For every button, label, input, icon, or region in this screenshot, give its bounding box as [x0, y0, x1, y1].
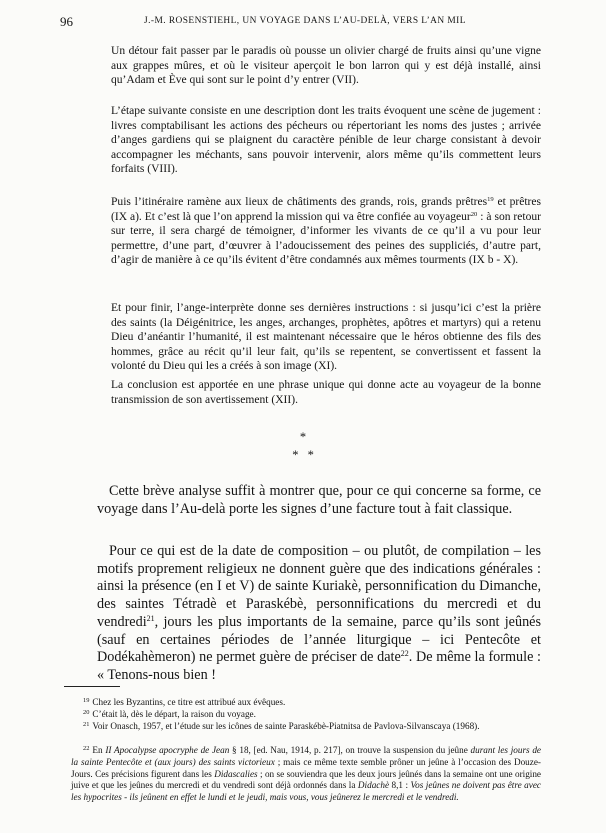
summary-paragraph: [111, 195, 541, 268]
footnote-title: II Apocalypse apocryphe de Jean: [105, 745, 230, 755]
body-text: . De même la formule : « Tenons-nous bien !: [97, 649, 541, 683]
footnote-ref: 21: [146, 613, 155, 623]
footnote-quote: Vos jeûnes ne doivent pas être avec les hypocrites - ils jeûnent en effet le lundi et le jeudi, mais vous, vous jeûnerez le mercredi et le vendredi.: [71, 780, 541, 803]
footnote-ref: 19: [487, 196, 494, 203]
footnote-text: C’était là, dès le départ, la raison du voyage.: [92, 709, 256, 719]
section-separator-top: *: [299, 430, 307, 444]
page-header: [60, 14, 566, 32]
summary-paragraph: La conclusion est apportée en une phrase unique qui donne acte au voyageur de la bonne transmission de son avertissement (XII).: [111, 379, 541, 406]
footnote-ref: 22: [400, 649, 409, 659]
summary-section: [111, 195, 541, 268]
footnote-quote: durant les jours de la sainte Pentecôte et (aux jours) des saints victorieux: [71, 745, 541, 767]
section-separator-bottom: * *: [292, 448, 314, 462]
body-text: Pour ce qui est de la date de composition – ou plutôt, de compilation – les motifs proprement religieux ne donnent guère que des indications générales : ainsi la présence (en I et V) de sainte Kuriakè, personnification du Dimanche, des saintes Tétradè et Paraskébè, personnifications du mercredi et du vendredi: [97, 543, 541, 630]
footnote-number: 21: [83, 721, 90, 728]
footnote-text: ; on se souviendra que les deux jours jeûnés dans la semaine ont une origine juive et que les jeûnes du mercredi et du vendredi sont déjà ordonnés dans la: [71, 768, 542, 791]
body-paragraph: [97, 543, 541, 685]
footnote-title: Didachè: [357, 780, 390, 791]
footnote-number: 19: [83, 697, 90, 704]
footnote-text: ; mais ce même texte semble prôner un jeûne à l’occasion des Douze-Jours. Ces précisions figurent dans les: [71, 756, 541, 779]
running-head: J.-M. ROSENSTIEHL, UN VOYAGE DANS L’AU-DELÀ, VERS L’AN MIL: [144, 16, 466, 26]
footnote-number: 22: [83, 745, 90, 752]
footnote-text: En: [92, 745, 106, 755]
body-text: , jours les plus importants de la semaine, parce qu’ils sont jeûnés (sauf en certaines périodes de l’année liturgique – ici Pentecôte et Dodékahèmeron) ne permet guère de préciser de date: [97, 613, 541, 666]
summary-text: Puis l’itinéraire ramène aux lieux de châtiments des grands, rois, grands prêtres: [111, 196, 488, 208]
footnote-divider: [64, 686, 120, 687]
summary-section: [111, 301, 541, 374]
body-section: [97, 483, 541, 518]
body-text: Cette brève analyse suffit à montrer que, pour ce qui concerne sa forme, ce voyage dans l’Au-delà porte les signes d’une facture tout à fait classique.: [97, 483, 541, 517]
footnote-ref: 20: [470, 210, 478, 218]
summary-section: [111, 378, 541, 407]
footnote-text: Voir Onasch, 1957, et l’étude sur les icônes de sainte Paraskébè-Piatnitsa de Pavlova-Silvanscaya (1968).: [92, 721, 480, 731]
footnote: [71, 743, 541, 804]
body-paragraph: [97, 483, 541, 518]
footnote-text: § 18, [ed. Nau, 1914, p. 217], on trouve la suspension du jeûne: [229, 745, 471, 755]
footnote: [71, 719, 541, 733]
summary-paragraph: Et pour finir, l’ange-interprète donne ses dernières instructions : si jusqu’ici c’est la prière des saints (la Déigénitrice, les anges, archanges, prophètes, apôtres et martyrs) qui a retenu Dieu d’anéantir l’humanité, il est maintenant nécessaire que le héros obtienne des fils des hommes, grâce au récit qu’il leur fait, qu’ils se repentent, se convertissent et fassent la volonté du Dieu qui les a créés à son image (XI).: [111, 302, 541, 373]
footnote-title: Didascalies: [214, 768, 258, 779]
footnote-text: 8,1 :: [389, 780, 411, 791]
summary-paragraph: L’étape suivante consiste en une description dont les traits évoquent une scène de jugement : livres comptabilisant les actions des pécheurs ou répertoriant les noms des justes ; arrivée d’anges gardiens qui se plaignent du caractère pénible de leur charge consistant à devoir accompagner les méchants, sans pouvoir intervenir, alors même qu’ils commettent leurs forfaits (VIII).: [111, 105, 541, 176]
page-number: 96: [60, 14, 73, 29]
summary-section: [111, 104, 541, 177]
footnote-text: Chez les Byzantins, ce titre est attribué aux évêques.: [92, 697, 286, 707]
body-section: [97, 543, 541, 685]
summary-paragraph: Un détour fait passer par le paradis où pousse un olivier chargé de fruits ainsi qu’une vigne aux grappes mûres, et où le visiteur aperçoit le bon larron qui y est déjà installé, ainsi qu’Adam et Ève qui sont sur le point d’y entrer (VII).: [111, 45, 541, 87]
footnote-number: 20: [83, 709, 90, 716]
summary-section: [111, 44, 541, 88]
summary-text: : à son retour sur terre, il sera chargé de témoigner, d’informer les vivants de ce qu’il a vu pour leur permettre, d’une part, d’œuvrer à l’adoucissement des peines des suppliciés, d’autre part, d’agir de manière à ce qu’ils évitent d’être condamnés aux mêmes tourments (IX b - X).: [111, 210, 541, 267]
summary-text: et prêtres (IX a). Et c’est là que l’on apprend la mission qui va être confiée au voyageur: [111, 196, 541, 223]
